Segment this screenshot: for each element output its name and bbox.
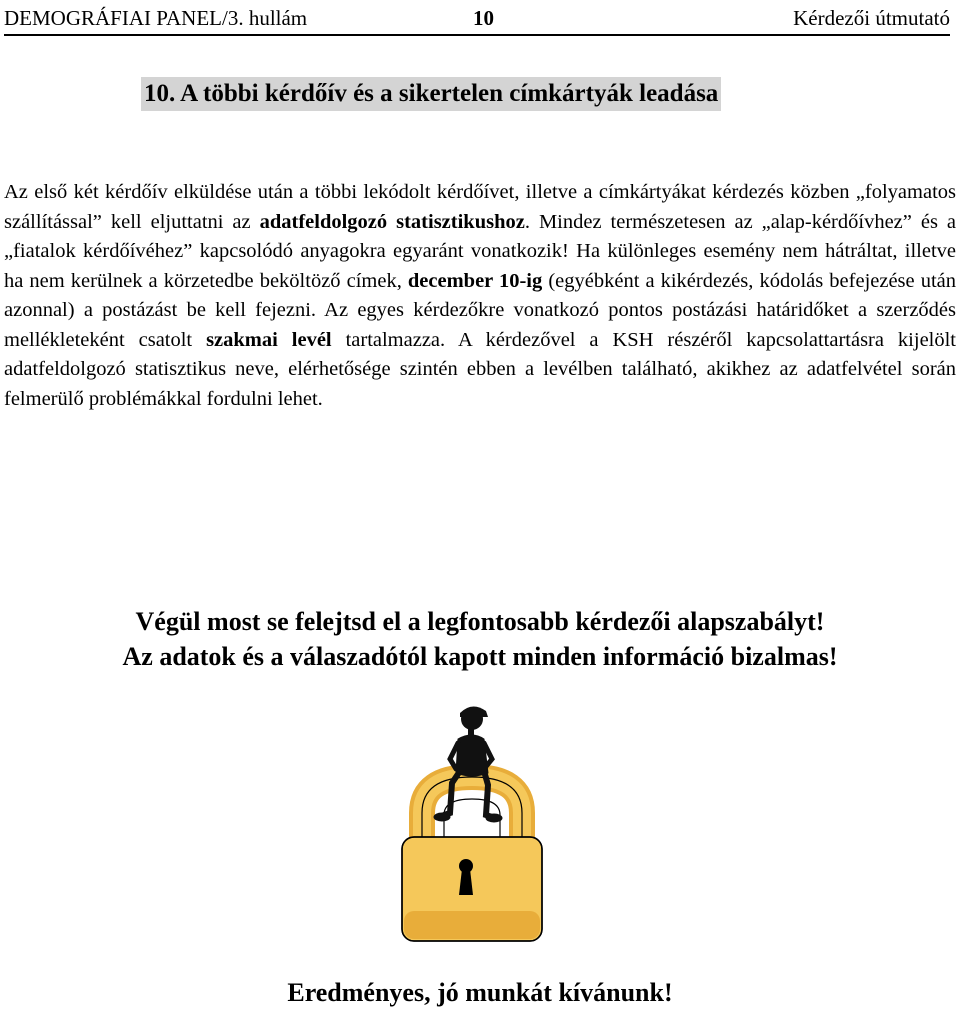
paragraph-text: Az első két kérdőív elküldése után a többi lekódolt kérdőívet, illetve a címkártyákat kérdezés közben „folyamatos szállítással” kell eljuttatni az [4,181,956,233]
paragraph-bold-text: adatfeldolgozó statisztikushoz [259,210,525,233]
paragraph-bold-text: december 10-ig [407,269,543,292]
padlock-icon [398,705,546,945]
reminder-line: Az adatok és a válaszadótól kapott minden információ bizalmas! [122,642,838,671]
sitting-figure [434,706,502,822]
paragraph-text: . Mindez természetesen az „alap-kérdőívhez” és a „fiatalok kérdőívéhez” kapcsolódó anyagokra egyaránt vonatkozik! Ha különleges esemény nem hátráltat, illetve ha nem kerülnek a körzetedbe beköltöző címek, [4,210,956,292]
closing-message: Eredményes, jó munkát kívánunk! [287,978,673,1007]
header-document-title: DEMOGRÁFIAI PANEL/3. hullám [4,6,308,30]
reminder-line: Végül most se felejtsd el a legfontosabb kérdezői alapszabályt! [135,607,825,636]
header-page-number: 10 [473,6,494,30]
paragraph-bold-text: szakmai levél [206,328,332,351]
body-paragraph [4,178,956,414]
reminder-block [0,604,960,674]
paragraph-text: tartalmazza. A kérdezővel a KSH részéről kapcsolattartásra kijelölt adatfeldolgozó statisztikus neve, elérhetősége szintén ebben a levélben található, akikhez az adatfelvétel során felmerülő problémákkal fordulni lehet. [4,328,957,410]
paragraph-text: (egyébként a kikérdezés, kódolás befejezése után azonnal) a postázást be kell fejezni. Az egyes kérdezőkre vonatkozó pontos postázási határidőket a szerződés mellékleteként csatolt [4,269,956,351]
section-title: 10. A többi kérdőív és a sikertelen címkártyák leadása [141,77,721,111]
page-header [4,4,950,36]
header-guide-title: Kérdezői útmutató [793,6,950,30]
